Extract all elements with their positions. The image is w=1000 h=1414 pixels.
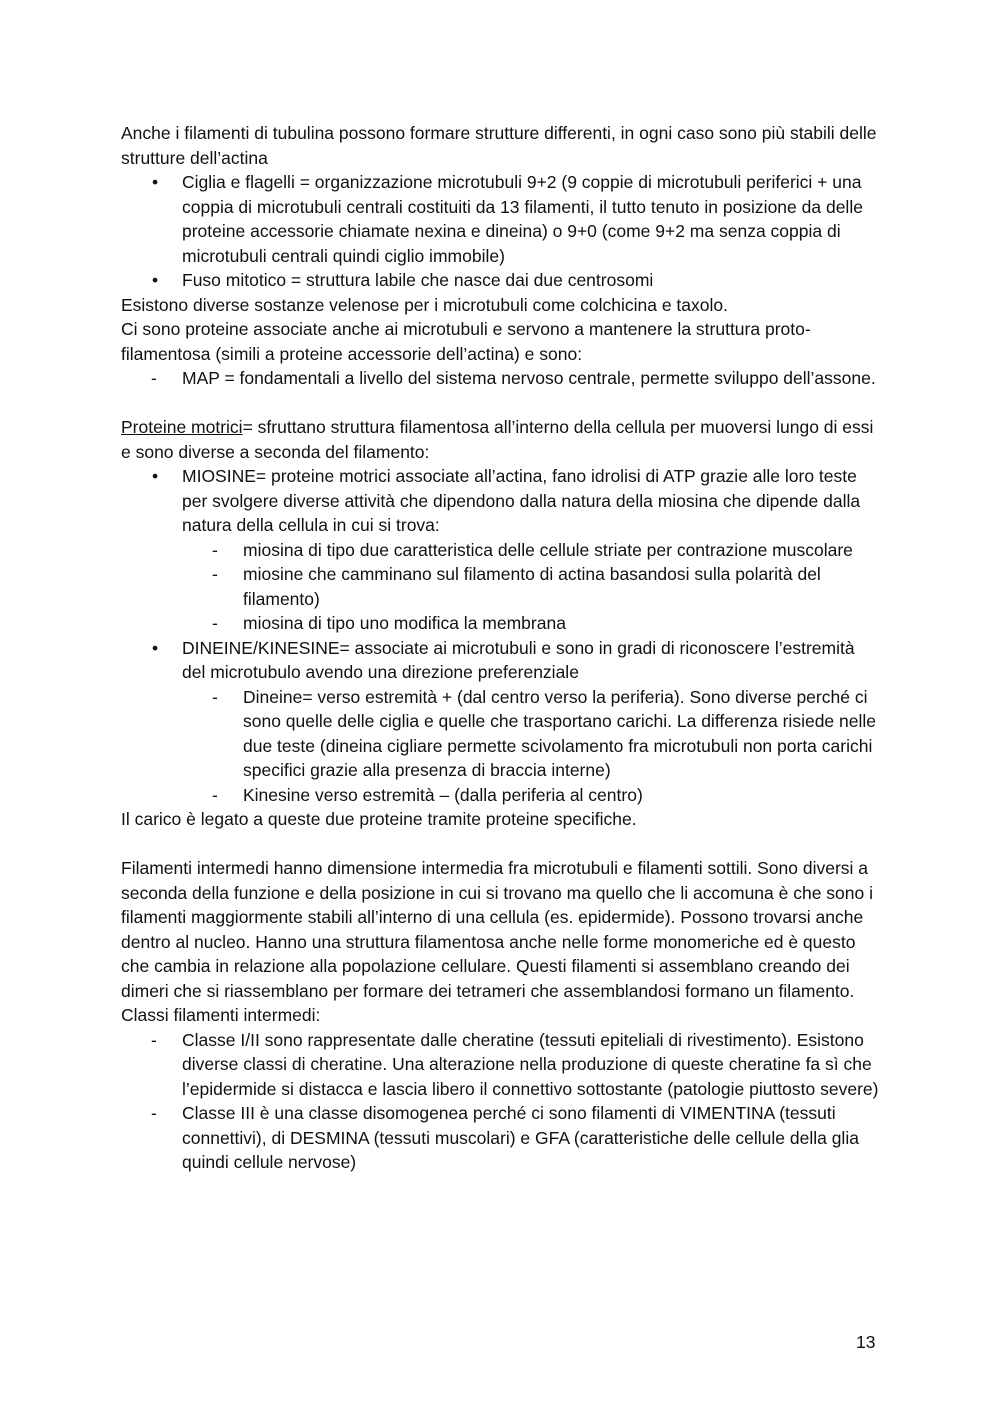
intermediate-classes-list [121, 1028, 881, 1175]
cargo-note: Il carico è legato a queste due proteine tramite proteine specifiche. [121, 809, 637, 829]
list-item: • Fuso mitotico = struttura labile che nasce dai due centrosomi [121, 268, 881, 293]
list-item: - Kinesine verso estremità – (dalla periferia al centro) [182, 783, 881, 808]
list-item: - miosine che camminano sul filamento di actina basandosi sulla polarità del filamento) [182, 562, 881, 611]
myosins-sublist [182, 538, 881, 636]
map-list [121, 366, 881, 391]
page-content [121, 121, 881, 1175]
list-item: - Dineine= verso estremità + (dal centro verso la periferia). Sono diverse perché ci sono quelle delle ciglia e quelle che trasportano carichi. La differenza risiede nelle due teste (dineina cigliare permette scivolamento fra microtubuli non porta carichi specifici grazie alla presenza di braccia interne) [182, 685, 881, 783]
motor-proteins-definition: = sfruttano struttura filamentosa all’interno della cellula per muoversi lungo di essi e sono diverse a seconda del filamento: [121, 417, 874, 462]
dyneins-sublist [182, 685, 881, 808]
motor-proteins-list [121, 464, 881, 807]
list-item: - Classe III è una classe disomogenea perché ci sono filamenti di VIMENTINA (tessuti connettivi), di DESMINA (tessuti muscolari) e GFA (caratteristiche delle cellule della glia quindi cellule nervose) [121, 1101, 881, 1175]
tubulin-poisons: Esistono diverse sostanze velenose per i microtubuli come colchicina e taxolo. [121, 294, 728, 315]
list-item: - Classe I/II sono rappresentate dalle cheratine (tessuti epiteliali di rivestimento). Esistono diverse classi di cheratine. Una alterazione nella produzione di queste cheratine fa sì che l’epidermide si distacca e lascia libero il connettivo sottostante (patologie piuttosto severe) [121, 1028, 881, 1102]
tubulin-associated-proteins: Ci sono proteine associate anche ai microtubuli e servono a mantenere la struttura proto-filamentosa (simili a proteine accessorie dell’actina) e sono: [121, 319, 811, 364]
motor-proteins-intro [121, 415, 881, 464]
motor-proteins-term: Proteine motrici [121, 417, 243, 437]
tubulin-intro: Anche i filamenti di tubulina possono formare strutture differenti, in ogni caso sono più stabili delle strutture dell’actina [121, 123, 877, 168]
intermediate-filaments-paragraph: Filamenti intermedi hanno dimensione intermedia fra microtubuli e filamenti sottili. Sono diversi a seconda della funzione e della posizione in cui si trovano ma quello che li accomuna è che sono i filamenti maggiormente stabili all’interno di una cellula (es. epidermide). Possono trovarsi anche dentro al nucleo. Hanno una struttura filamentosa anche nelle forme monomeriche ed è questo che cambia in relazione alla popolazione cellulare. Questi filamenti si assemblano creando dei dimeri che si riassemblano per formare dei tetrameri che assemblandosi formano un filamento. [121, 858, 873, 1001]
myosins-text: MIOSINE= proteine motrici associate all’actina, fano idrolisi di ATP grazie alle loro teste per svolgere diverse attività che dipendono dalla natura della miosina che dipende dalla natura della cellula in cui si trova: [182, 466, 861, 535]
tubulin-structures-list [121, 170, 881, 293]
paragraph-gap [121, 391, 881, 416]
page-number: 13 [856, 1332, 876, 1352]
list-item [121, 636, 881, 808]
list-item: - MAP = fondamentali a livello del sistema nervoso centrale, permette sviluppo dell’assone. [121, 366, 881, 391]
list-item [121, 464, 881, 636]
intermediate-classes-title: Classi filamenti intermedi: [121, 1005, 321, 1025]
list-item: - miosina di tipo uno modifica la membrana [182, 611, 881, 636]
dyneins-text: DINEINE/KINESINE= associate ai microtubuli e sono in gradi di riconoscere l’estremità del microtubulo avendo una direzione preferenziale [182, 637, 855, 682]
list-item: • Ciglia e flagelli = organizzazione microtubuli 9+2 (9 coppie di microtubuli periferici + una coppia di microtubuli centrali costituiti da 13 filamenti, il tutto tenuto in posizione da delle proteine accessorie chiamate nexina e dineina) o 9+0 (come 9+2 ma senza coppia di microtubuli centrali quindi ciglio immobile) [121, 170, 881, 268]
list-item: - miosina di tipo due caratteristica delle cellule striate per contrazione muscolare [182, 538, 881, 563]
paragraph-gap [121, 832, 881, 857]
